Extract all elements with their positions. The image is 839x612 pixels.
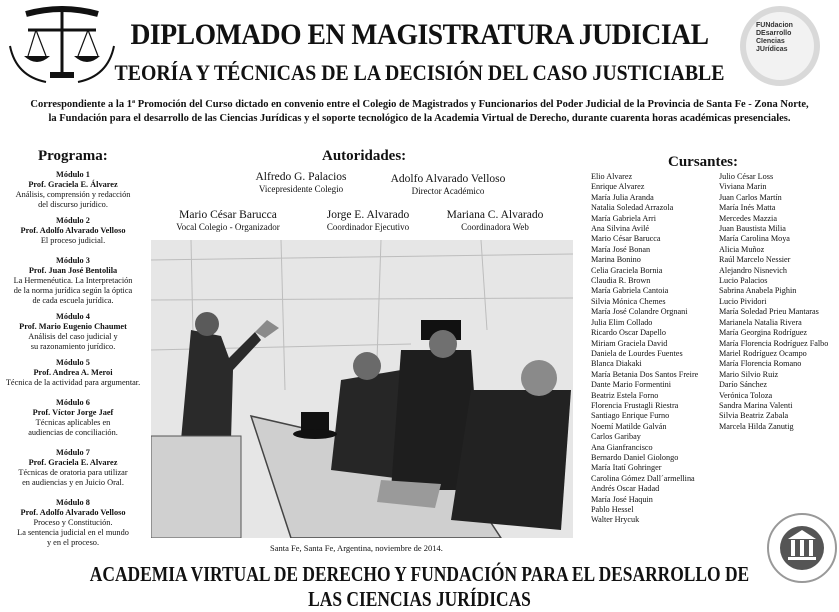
module-item: Módulo 2 Prof. Adolfo Alvarado Velloso El proceso judicial.: [20, 216, 126, 245]
page-title: DIPLOMADO EN MAGISTRATURA JUDICIAL: [130, 18, 709, 51]
student-name: Raúl Marcelo Nessier: [719, 255, 791, 265]
student-name: Florencia Frustagli Riestra: [591, 400, 679, 410]
student-name: María Julia Aranda: [591, 192, 654, 202]
page-subtitle: TEORÍA Y TÉCNICAS DE LA DECISIÓN DEL CASO JUSTICIABLE: [114, 60, 725, 85]
student-name: Juan Baustista Milia: [719, 224, 786, 234]
student-name: Mario César Barucca: [591, 234, 661, 244]
student-name: Mariel Rodríguez Ocampo: [719, 348, 807, 358]
student-name: Natalia Soledad Arrazola: [591, 203, 674, 213]
module-item: Módulo 3 Prof. Juan José Bentolila La Hermenéutica. La Interpretación de la norma jurídica según la óptica de cada escuela jurídica.: [13, 256, 133, 305]
student-name: Alejandro Nisnevich: [719, 265, 787, 275]
student-list-col1: [591, 172, 698, 526]
student-name: Pablo Hessel: [591, 505, 634, 514]
authority-person: Alfredo G. Palacios Vicepresidente Colegio: [255, 171, 347, 194]
student-name: Carolina Gómez Dall´armellina: [591, 473, 695, 483]
student-name: Celia Graciela Bornia: [591, 265, 663, 275]
student-name: Lucio Pividori: [719, 296, 767, 306]
programa-heading: Programa:: [38, 148, 108, 164]
module-item: Módulo 4 Prof. Mario Eugenio Chaumet Análisis del caso judicial y su razonamiento jurídico.: [19, 312, 127, 351]
student-name: María Florencia Romano: [719, 359, 802, 369]
student-name: Silvia Beatriz Zabala: [719, 411, 789, 421]
student-name: María Florencia Rodríguez Falbo: [719, 338, 829, 348]
module-item: Módulo 7 Prof. Graciela E. Alvarez Técnicas de oratoria para utilizar en audiencias y en Juicio Oral.: [18, 448, 128, 487]
student-name: Julio César Loss: [719, 172, 774, 181]
academia-seal-logo: [766, 512, 838, 584]
student-name: Juan Carlos Martín: [719, 192, 782, 202]
module-item: Módulo 1 Prof. Graciela E. Álvarez Análisis, comprensión y redacción del discurso jurídico.: [15, 170, 131, 209]
authority-person: Mario César Barucca Vocal Colegio - Organizador: [176, 209, 280, 232]
student-list-col2: [719, 172, 828, 432]
student-name: María José Bonan: [591, 244, 651, 254]
student-name: Elio Alvarez: [591, 172, 633, 181]
authority-person: Mariana C. Alvarado Coordinadora Web: [446, 209, 544, 232]
student-name: Santiago Enrique Furno: [591, 411, 670, 421]
student-name: Blanca Diakaki: [591, 359, 642, 369]
student-name: Carlos Garibay: [591, 432, 641, 442]
module-item: Módulo 8 Prof. Adolfo Alvarado Velloso Proceso y Constitución. La sentencia judicial en el mundo y en el proceso.: [17, 498, 129, 547]
cursantes-heading: Cursantes:: [668, 154, 738, 170]
student-name: Marianela Natalia Rivera: [719, 317, 802, 327]
student-name: María Carolina Moya: [719, 234, 790, 244]
student-name: Mercedes Mazzia: [719, 213, 777, 223]
student-name: María José Colandre Orgnani: [591, 307, 688, 317]
student-name: Enrique Alvarez: [591, 182, 645, 192]
student-name: Marina Bonino: [591, 255, 641, 265]
student-name: Noemí Matilde Galván: [591, 421, 667, 431]
student-name: Julia Elim Collado: [591, 317, 653, 327]
student-name: Dante Mario Formentini: [591, 380, 672, 390]
student-name: María Gabriela Arri: [591, 213, 657, 223]
student-name: Lucio Palacios: [719, 276, 768, 286]
autoridades-heading: Autoridades:: [322, 148, 407, 164]
courtroom-illustration: [151, 240, 573, 538]
student-name: Bernardo Daniel Giolongo: [591, 452, 679, 462]
student-name: Sandra Marina Valenti: [719, 400, 793, 410]
student-name: Beatriz Estela Forno: [591, 390, 659, 400]
authority-person: Adolfo Alvarado Velloso Director Académico: [390, 173, 506, 196]
student-name: Sabrina Anabela Pighin: [719, 286, 797, 296]
module-item: Módulo 5 Prof. Andrea A. Meroi Técnica de la actividad para argumentar.: [5, 358, 141, 387]
module-item: Módulo 6 Prof. Víctor Jorge Jaef Técnicas aplicables en audiencias de conciliación.: [28, 398, 118, 437]
student-name: María Betania Dos Santos Freire: [591, 369, 699, 379]
student-name: Ana Silvina Avilé: [591, 224, 650, 234]
student-name: Daniela de Lourdes Fuentes: [591, 348, 683, 358]
student-name: María Itatí Gohringer: [591, 463, 662, 473]
fundacion-logo: FUNdacion DEsarrollo CIencias JUrídicas: [738, 4, 822, 88]
student-name: Ana Gianfrancisco: [591, 442, 653, 452]
student-name: Silvia Mónica Chemes: [591, 296, 666, 306]
student-name: María Inés Matta: [719, 203, 776, 213]
student-name: Marcela Hilda Zanutig: [719, 421, 794, 431]
student-name: Miriam Graciela David: [591, 338, 668, 348]
student-name: María Soledad Prieu Mantaras: [719, 307, 819, 317]
module-list: [2, 170, 144, 548]
student-name: Ricardo Oscar Dapello: [591, 328, 667, 338]
student-name: Alicia Muñoz: [719, 244, 765, 254]
student-name: Darío Sánchez: [719, 380, 767, 390]
student-name: María José Haquin: [591, 494, 653, 504]
student-name: Claudia R. Brown: [591, 276, 651, 286]
student-name: Viviana Marin: [719, 182, 767, 192]
student-name: Verónica Toloza: [719, 390, 773, 400]
student-name: Walter Hrycuk: [591, 515, 640, 525]
student-name: Andrés Oscar Hadad: [591, 484, 660, 494]
student-name: María Gabriela Cantoia: [591, 286, 669, 296]
authority-person: Jorge E. Alvarado Coordinador Ejecutivo: [326, 209, 410, 232]
intro-paragraph: Correspondiente a la 1ª Promoción del Curso dictado en convenio entre el Colegio de Magistrados y Funcionarios del Poder Judicial de la Provincia de Santa Fe - Zona Norte, la Fundación para el desarrollo de las Ciencias Jurídicas y el soporte tecnológico de la Academia Virtual de Derecho, durante cuarenta horas académicas presenciales.: [30, 99, 809, 124]
student-name: María Georgina Rodríguez: [719, 328, 808, 338]
caption: Santa Fe, Santa Fe, Argentina, noviembre de 2014.: [270, 543, 443, 553]
student-name: Mario Silvio Ruiz: [719, 369, 779, 379]
footer-banner: ACADEMIA VIRTUAL DE DERECHO Y FUNDACIÓN PARA EL DESARROLLO DE LAS CIENCIAS JURÍDICAS: [89, 562, 750, 611]
